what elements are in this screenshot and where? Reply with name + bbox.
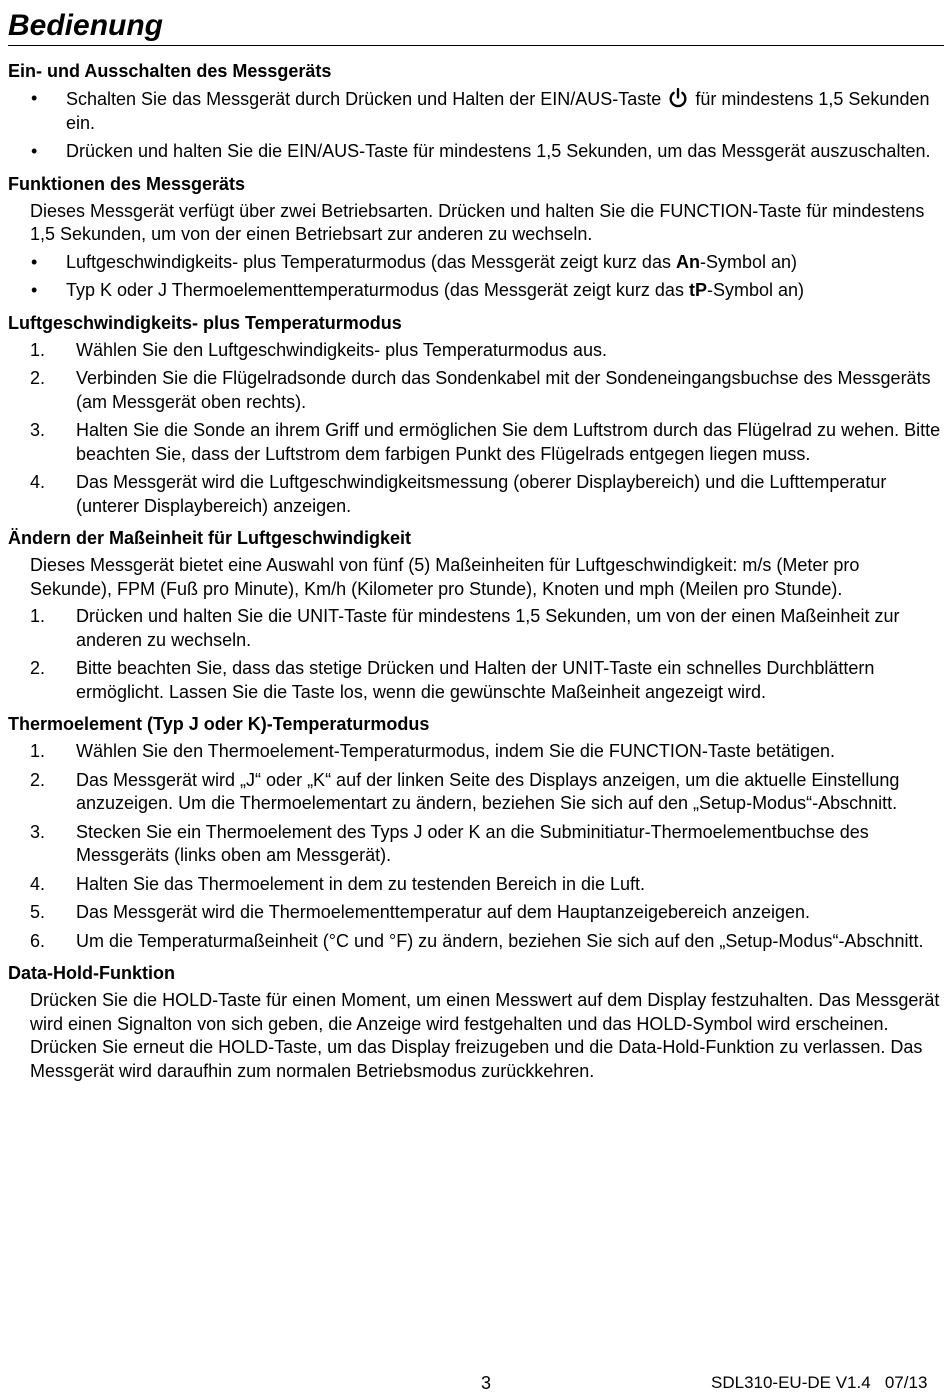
list-item: 1. Wählen Sie den Thermoelement-Temperaturmodus, indem Sie die FUNCTION-Taste betätigen.: [30, 741, 836, 761]
list-item: 1. Drücken und halten Sie die UNIT-Taste für mindestens 1,5 Sekunden, um von der einen Maßeinheit zur anderen zu wechseln.: [30, 606, 900, 650]
list-item: • Luftgeschwindigkeits- plus Temperaturmodus (das Messgerät zeigt kurz das An-Symbol an): [8, 251, 943, 275]
list-item: 4. Das Messgerät wird die Luftgeschwindigkeitsmessung (oberer Displaybereich) und die Lufttemperatur (unterer Displaybereich) anzeigen.: [30, 472, 887, 516]
list-item: • Drücken und halten Sie die EIN/AUS-Taste für mindestens 1,5 Sekunden, um das Messgerät auszuschalten.: [8, 140, 943, 164]
section-heading-hold: Data-Hold-Funktion: [8, 963, 175, 983]
functions-bullet-list: [8, 251, 943, 303]
list-item: • Typ K oder J Thermoelementtemperaturmodus (das Messgerät zeigt kurz das tP-Symbol an): [8, 279, 943, 303]
document-id: SDL310-EU-DE V1.4 07/13: [711, 1373, 928, 1392]
list-item: 5. Das Messgerät wird die Thermoelementtemperatur auf dem Hauptanzeigebereich anzeigen.: [30, 902, 811, 922]
title-divider: [8, 45, 944, 46]
bullet-icon: •: [31, 251, 38, 272]
section-heading-airflow: Luftgeschwindigkeits- plus Temperaturmodus: [8, 312, 402, 333]
list-item: 3. Stecken Sie ein Thermoelement des Typs J oder K an die Subminitiatur-Thermoelementbuchse des Messgeräts (links oben am Messgerät).: [30, 821, 869, 865]
page-title: Bedienung: [8, 9, 163, 42]
section-heading-onoff: Ein- und Ausschalten des Messgeräts: [8, 61, 332, 81]
page-number: 3: [481, 1373, 492, 1393]
thermo-steps: [8, 740, 943, 953]
tp-symbol: tP: [688, 280, 707, 300]
list-item: 2. Verbinden Sie die Flügelradsonde durch das Sondenkabel mit der Sondeneingangsbuchse des Messgeräts (am Messgerät oben rechts).: [30, 368, 931, 412]
section-heading-thermo: Thermoelement (Typ J oder K)-Temperaturmodus: [8, 714, 430, 734]
list-item: • Schalten Sie das Messgerät durch Drücken und Halten der EIN/AUS-Taste für mindestens 1,5 Sekunden ein.: [31, 88, 930, 133]
bullet-icon: •: [31, 88, 38, 108]
section-heading-units: Ändern der Maßeinheit für Luftgeschwindigkeit: [8, 528, 412, 548]
functions-paragraph: Dieses Messgerät verfügt über zwei Betriebsarten. Drücken und halten Sie die FUNCTION-Taste für mindestens 1,5 Sekunden, um von der einen Betriebsart zur anderen zu wechseln.: [30, 200, 925, 244]
hold-paragraph: Drücken Sie die HOLD-Taste für einen Moment, um einen Messwert auf dem Display festzuhalten. Das Messgerät wird einen Signalton von sich geben, die Anzeige wird festgehalten und das HOLD-Symbol wird erscheinen. Drücken Sie erneut die HOLD-Taste, um das Display freizugeben und die Data-Hold-Funktion zu verlassen. Das Messgerät wird daraufhin zum normalen Betriebsmodus zurückkehren.: [30, 990, 940, 1081]
list-item: 6. Um die Temperaturmaßeinheit (°C und °F) zu ändern, beziehen Sie sich auf den „Setup-Modus“-Abschnitt.: [30, 930, 924, 951]
units-steps: [8, 605, 943, 704]
list-item: 4. Halten Sie das Thermoelement in dem zu testenden Bereich in die Luft.: [30, 873, 645, 894]
list-item: 1. Wählen Sie den Luftgeschwindigkeits- plus Temperaturmodus aus.: [30, 339, 607, 360]
list-item: 3. Halten Sie die Sonde an ihrem Griff und ermöglichen Sie dem Luftstrom durch das Flügelrad zu wehen. Bitte beachten Sie, dass der Luftstrom dem farbigen Punkt des Flügelrads entgegen liegen muss.: [30, 420, 941, 464]
document-body: [8, 60, 943, 1087]
power-icon: [667, 87, 689, 109]
an-symbol: An: [675, 251, 700, 272]
airflow-steps: [8, 339, 943, 519]
bullet-icon: •: [31, 280, 38, 300]
bullet-icon: •: [31, 141, 38, 161]
list-item: 2. Das Messgerät wird „J“ oder „K“ auf der linken Seite des Displays anzeigen, um die aktuelle Einstellung anzuzeigen. Um die Thermoelementart zu ändern, beziehen Sie sich auf den „Setup-Modus“-Abschnitt.: [30, 769, 900, 813]
units-paragraph: Dieses Messgerät bietet eine Auswahl von fünf (5) Maßeinheiten für Luftgeschwindigkeit: m/s (Meter pro Sekunde), FPM (Fuß pro Minute), Km/h (Kilometer pro Stunde), Knoten und mph (Meilen pro Stunde).: [30, 555, 860, 599]
onoff-bullet-list: [8, 87, 943, 164]
section-heading-functions: Funktionen des Messgeräts: [8, 173, 246, 194]
list-item: 2. Bitte beachten Sie, dass das stetige Drücken und Halten der UNIT-Taste ein schnelles Durchblättern ermöglicht. Lassen Sie die Taste los, wenn die gewünschte Maßeinheit angezeigt wird.: [30, 658, 875, 702]
